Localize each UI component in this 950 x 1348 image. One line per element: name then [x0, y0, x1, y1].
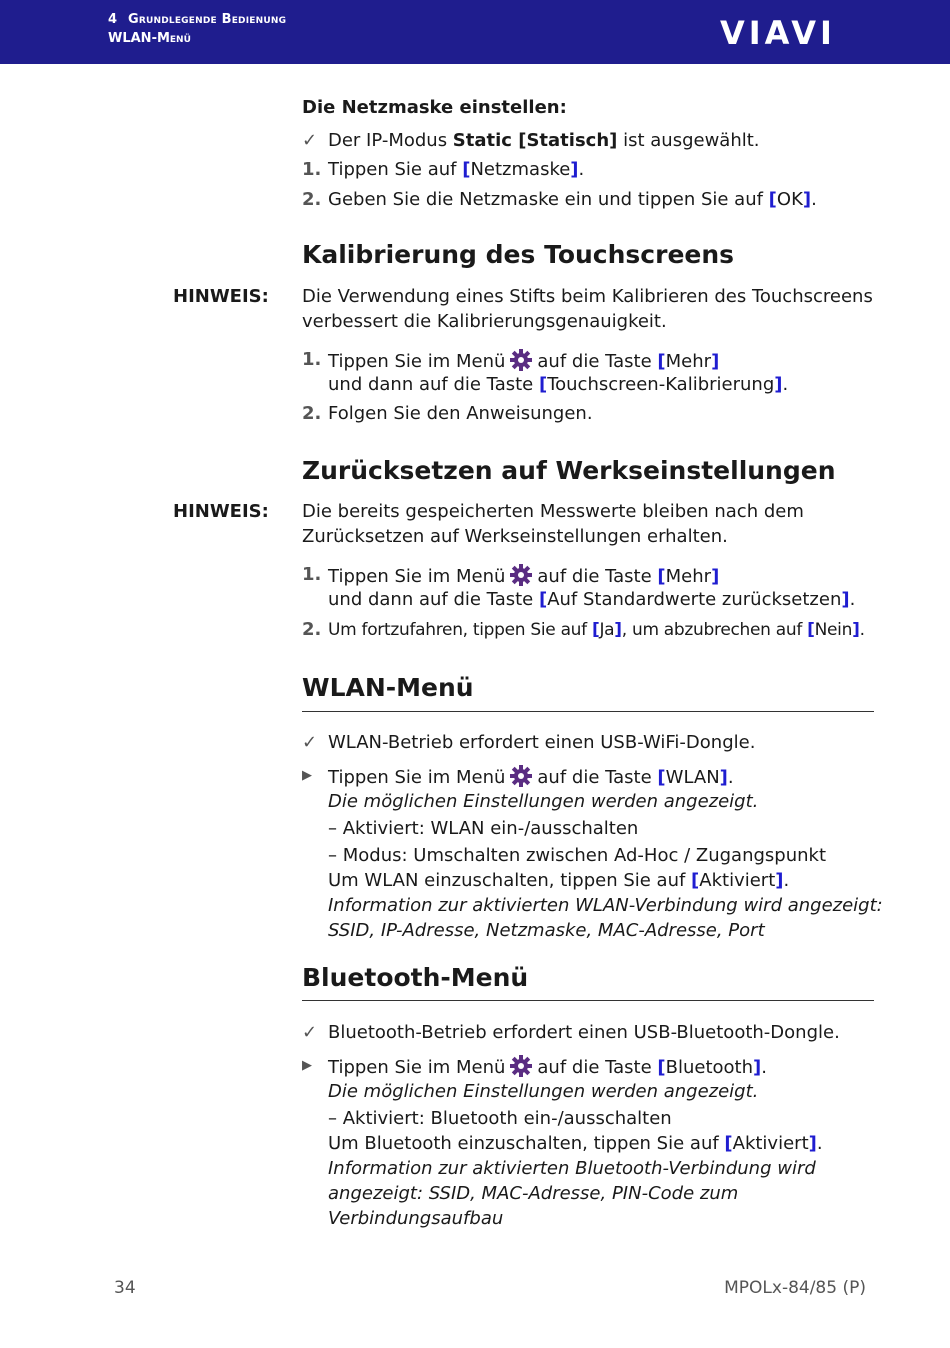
reset-heading: Zurücksetzen auf Werkseinstellungen — [302, 456, 836, 485]
bluetooth-prereq: Bluetooth-Betrieb erfordert einen USB-Bluetooth-Dongle. — [328, 1022, 840, 1043]
ok-key: OK — [776, 189, 803, 210]
text: . — [782, 374, 789, 395]
text: und dann auf die Taste — [328, 374, 539, 395]
bracket: ] — [802, 189, 812, 210]
bluetooth-heading: Bluetooth-Menü — [302, 963, 529, 992]
text: Um Bluetooth einzuschalten, tippen Sie auf — [328, 1133, 725, 1154]
triangle-bullet-icon: ▶ — [302, 1058, 312, 1073]
bracket: ] — [852, 620, 860, 640]
reset-step-2 — [328, 618, 865, 642]
bracket: ] — [711, 566, 720, 587]
bracket: [ — [807, 620, 815, 640]
bracket: ] — [570, 159, 579, 180]
bluetooth-step — [328, 1054, 767, 1080]
text: Um fortzufahren, tippen Sie auf — [328, 620, 592, 640]
aktiviert-key: Aktiviert — [732, 1133, 809, 1154]
bracket: [ — [538, 374, 548, 395]
bracket: ] — [808, 1133, 817, 1154]
bracket: ] — [711, 351, 720, 372]
page-number: 34 — [114, 1278, 136, 1298]
text: Tippen Sie im Menü — [328, 767, 506, 788]
gear-icon — [509, 563, 533, 587]
text: . — [816, 1133, 823, 1154]
wlan-info-line-1: Information zur aktivierten WLAN-Verbindung wird angezeigt: — [328, 895, 883, 916]
touch-calibration-key: Touchscreen-Kalibrierung — [547, 374, 775, 395]
text: ist ausgewählt. — [617, 130, 760, 151]
document-title: MPOLx-84/85 (P) — [724, 1278, 866, 1298]
note-label: HINWEIS: — [173, 286, 269, 307]
text: . — [849, 589, 856, 610]
nein-key: Nein — [814, 620, 853, 640]
gear-icon — [509, 1054, 533, 1078]
logo-text: VIAVI — [720, 18, 836, 46]
text: auf die Taste — [537, 1057, 658, 1078]
text: . — [783, 870, 790, 891]
wlan-step — [328, 764, 734, 790]
bracket: [ — [657, 351, 666, 372]
aktiviert-key: Aktiviert — [699, 870, 776, 891]
bracket: [ — [768, 189, 777, 210]
text: Um WLAN einzuschalten, tippen Sie auf — [328, 870, 692, 891]
wlan-key: WLAN — [665, 767, 720, 788]
reset-step-1-line-2 — [328, 588, 855, 612]
wlan-option-2: – Modus: Umschalten zwischen Ad-Hoc / Zugangspunkt — [328, 845, 827, 866]
reset-step-1 — [328, 563, 719, 589]
reset-note-line-2: Zurücksetzen auf Werkseinstellungen erhalten. — [302, 526, 728, 547]
touch-note-line-2: verbessert die Kalibrierungsgenauigkeit. — [302, 311, 667, 332]
netmask-step-1 — [328, 158, 584, 182]
text: Tippen Sie im Menü — [328, 351, 506, 372]
step-number: 1. — [302, 349, 322, 370]
step-number: 1. — [302, 564, 322, 585]
text: Der IP-Modus — [328, 130, 453, 151]
touch-step-2: Folgen Sie den Anweisungen. — [328, 403, 593, 424]
step-number: 2. — [302, 403, 322, 424]
text: . — [811, 189, 817, 210]
netmask-key: Netzmaske — [470, 159, 571, 180]
wlan-option-1: – Aktiviert: WLAN ein-/ausschalten — [328, 818, 639, 839]
chapter-number: 4 — [108, 12, 118, 27]
text: . — [761, 1057, 767, 1078]
text: Tippen Sie im Menü — [328, 566, 506, 587]
step-number: 2. — [302, 189, 322, 210]
text: auf die Taste — [537, 767, 658, 788]
touch-heading: Kalibrierung des Touchscreens — [302, 240, 735, 269]
text: auf die Taste — [537, 566, 658, 587]
triangle-bullet-icon: ▶ — [302, 768, 312, 783]
text: , um abzubrechen auf — [621, 620, 808, 640]
bracket: ] — [614, 620, 622, 640]
section-divider — [302, 1000, 874, 1001]
touch-step-1 — [328, 348, 719, 374]
bracket: ] — [775, 870, 784, 891]
text: . — [578, 159, 585, 180]
bluetooth-result: Die möglichen Einstellungen werden angezeigt. — [328, 1081, 759, 1102]
text: Tippen Sie auf — [328, 159, 463, 180]
reset-note-line-1: Die bereits gespeicherten Messwerte bleiben nach dem — [302, 501, 804, 522]
bracket: ] — [719, 767, 728, 788]
wlan-enable — [328, 869, 789, 893]
gear-icon — [509, 764, 533, 788]
page-header — [0, 0, 950, 64]
bracket: [ — [591, 620, 600, 640]
step-number: 2. — [302, 619, 322, 640]
wlan-prereq: WLAN-Betrieb erfordert einen USB-WiFi-Dongle. — [328, 732, 756, 753]
text: auf die Taste — [537, 351, 658, 372]
bluetooth-info-line-2: angezeigt: SSID, MAC-Adresse, PIN-Code zum — [328, 1183, 739, 1204]
bracket: [ — [657, 566, 666, 587]
netmask-prereq — [328, 129, 760, 153]
text: und dann auf die Taste — [328, 589, 539, 610]
chapter-title: Grundlegende Bedienung — [127, 12, 287, 27]
viavi-logo — [720, 18, 872, 46]
chapter-heading — [108, 12, 286, 27]
ip-mode-value: Static [Statisch] — [452, 130, 618, 151]
bracket: [ — [724, 1133, 733, 1154]
text: Geben Sie die Netzmaske ein und tippen Sie auf — [328, 189, 769, 210]
bracket: [ — [538, 589, 548, 610]
netmask-title: Die Netzmaske einstellen: — [302, 97, 567, 118]
check-icon: ✓ — [302, 732, 318, 753]
bracket: ] — [774, 374, 783, 395]
bracket: ] — [753, 1057, 762, 1078]
wlan-info-line-2: SSID, IP-Adresse, Netzmaske, MAC-Adresse, Port — [328, 920, 765, 941]
bracket: [ — [657, 767, 666, 788]
wlan-heading: WLAN-Menü — [302, 673, 474, 702]
text: . — [727, 767, 734, 788]
touch-note-line-1: Die Verwendung eines Stifts beim Kalibrieren des Touchscreens — [302, 286, 873, 307]
bracket: [ — [657, 1057, 666, 1078]
bluetooth-key: Bluetooth — [665, 1057, 754, 1078]
text: . — [859, 620, 865, 640]
ja-key: Ja — [599, 620, 615, 640]
bluetooth-info-line-3: Verbindungsaufbau — [328, 1208, 504, 1229]
text: Tippen Sie im Menü — [328, 1057, 506, 1078]
mehr-key: Mehr — [665, 566, 712, 587]
reset-defaults-key: Auf Standardwerte zurücksetzen — [547, 589, 842, 610]
bracket: ] — [841, 589, 850, 610]
touch-step-1-line-2 — [328, 373, 788, 397]
section-title: WLAN-Menü — [108, 31, 191, 46]
bracket: [ — [462, 159, 471, 180]
bluetooth-enable — [328, 1132, 823, 1156]
bluetooth-info-line-1: Information zur aktivierten Bluetooth-Verbindung wird — [328, 1158, 816, 1179]
step-number: 1. — [302, 159, 322, 180]
check-icon: ✓ — [302, 130, 318, 151]
gear-icon — [509, 348, 533, 372]
wlan-result: Die möglichen Einstellungen werden angezeigt. — [328, 791, 759, 812]
check-icon: ✓ — [302, 1022, 318, 1043]
netmask-step-2 — [328, 188, 817, 212]
note-label: HINWEIS: — [173, 501, 269, 522]
bracket: [ — [691, 870, 700, 891]
bluetooth-option-1: – Aktiviert: Bluetooth ein-/ausschalten — [328, 1108, 672, 1129]
section-divider — [302, 711, 874, 712]
mehr-key: Mehr — [665, 351, 712, 372]
